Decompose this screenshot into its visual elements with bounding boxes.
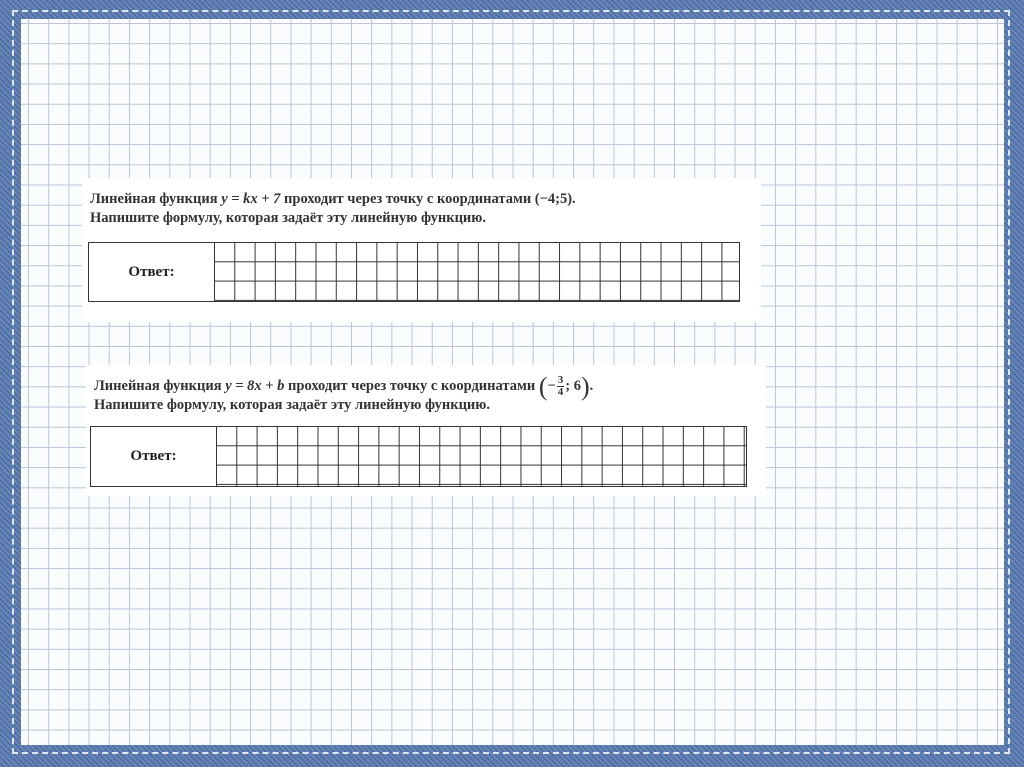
task-1-answer-cells[interactable] (215, 243, 739, 301)
task-2-line-2: Напишите формулу, которая задаёт эту линейную функцию. (94, 397, 490, 413)
task-2-prefix: Линейная функция (94, 377, 226, 394)
task-2-point-rest: ; 6 (565, 377, 581, 394)
task-1-statement (90, 190, 576, 228)
task-card-2 (86, 365, 766, 496)
task-2-period: . (589, 377, 594, 394)
task-1-answer-label: Ответ: (89, 243, 215, 301)
task-card-1 (82, 178, 761, 322)
task-2-minus-sign: − (547, 377, 556, 394)
task-2-line-1 (94, 372, 594, 401)
task-1-line-2: Напишите формулу, которая задаёт эту линейную функцию. (90, 210, 486, 226)
task-2-fraction-denominator: 4 (557, 386, 564, 398)
task-2-paren-open: ( (538, 372, 548, 401)
task-2-fraction-numerator: 3 (557, 374, 564, 386)
task-2-suffix: проходит через точку с координатами (284, 377, 539, 394)
task-2-fraction (557, 375, 565, 398)
task-2-answer-cells[interactable] (217, 427, 746, 486)
task-2-paren-close: ) (580, 372, 590, 401)
task-2-answer-box (90, 426, 747, 487)
task-2-formula: y = 8x + b (225, 377, 285, 394)
task-1-suffix: проходит через точку с координатами (−4;5). (280, 191, 576, 207)
task-1-prefix: Линейная функция (90, 191, 222, 207)
task-1-line-1 (90, 190, 576, 209)
task-2-answer-label: Ответ: (91, 427, 217, 486)
task-1-formula: y = kx + 7 (221, 191, 281, 207)
task-2-statement (94, 372, 594, 415)
task-1-answer-box (88, 242, 740, 302)
